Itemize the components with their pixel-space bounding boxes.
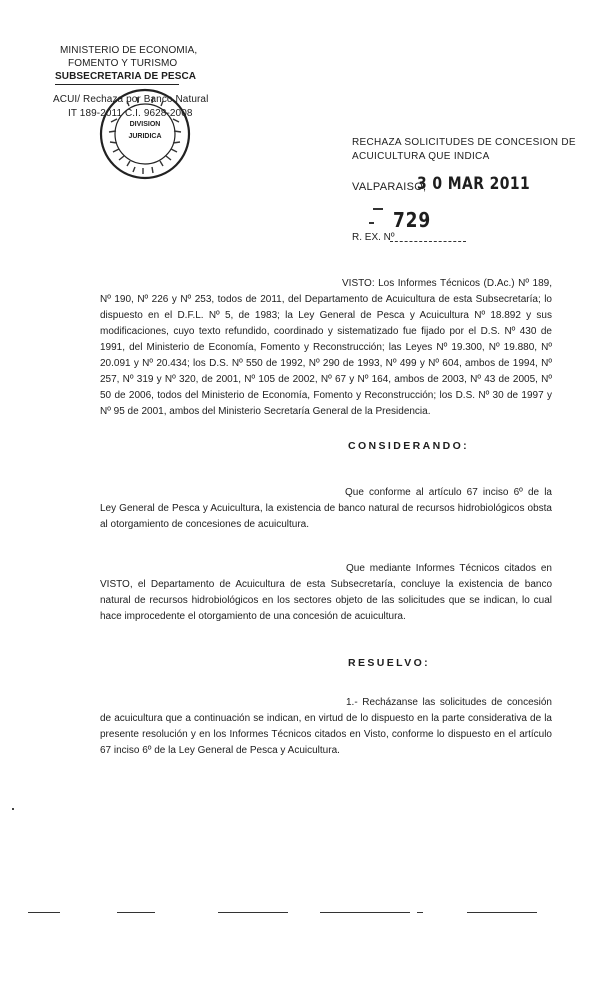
stamp-label-juridica: JURIDICA <box>128 133 162 140</box>
ministry-name-line2: FOMENTO Y TURISMO <box>68 58 178 69</box>
reference-line-2: IT 189-2011 C.I. 9628-2008 <box>68 108 193 119</box>
visto-paragraph: VISTO: Los Informes Técnicos (D.Ac.) Nº 189, Nº 190, Nº 226 y Nº 253, todos de 2011, del Departamento de Acuicultura de esta Subsecretaría; lo dispuesto en el D.F.L. Nº 5, de 1983; la Ley General de Pesca y Acuicultura Nº 18.892 y sus modificaciones, cuyo texto refundido, coordinado y sistematizado fue fijado por el D.S. Nº 430 de 1991, del Ministerio de Economía, Fomento y Reconstrucción; las Leyes Nº 19.300, Nº 19.880, Nº 20.091 y Nº 20.434; los D.S. Nº 550 de 1992, Nº 290 de 1993, Nº 499 y Nº 604, ambos de 1994, Nº 257, Nº 319 y Nº 320, de 2001, Nº 105 de 2002, Nº 67 y Nº 164, ambos de 2003, Nº 43 de 2005, Nº 50 de 2006, todos del Ministerio de Economía, Fomento y Reconstrucción; los D.S. Nº 30 de 1997 y Nº 95 de 2001, ambos del Ministerio Secretaría General de la Presidencia. <box>100 278 552 417</box>
scan-speck <box>12 808 14 810</box>
considerando-heading: CONSIDERANDO: <box>348 440 470 452</box>
bottom-rule-segment-5 <box>417 912 423 913</box>
resolution-label: R. EX. Nº <box>352 232 395 243</box>
subject-line-2: ACUICULTURA QUE INDICA <box>352 151 490 162</box>
resolution-number: 729 <box>393 208 432 232</box>
bottom-rule-segment-6 <box>467 912 537 913</box>
stamp-label-division: DIVISION <box>129 121 161 128</box>
number-tick <box>373 208 383 210</box>
bottom-rule-segment-2 <box>117 912 155 913</box>
resuelvo-paragraph-1: 1.- Recházanse las solicitudes de concesión de acuicultura que a continuación se indican, en virtud de lo dispuesto en la parte considerativa de la presente resolución y en los Informes Técnicos citados en Visto, conforme lo dispuesto en el artículo 67 inciso 6º de la Ley General de Pesca y Acuicultura. <box>100 697 552 756</box>
date-stamp: 3 0 MAR 2011 <box>417 174 531 194</box>
city-label: VALPARAISO, <box>352 181 427 193</box>
bottom-rule-segment-1 <box>28 912 60 913</box>
subsecretaria-underline <box>55 84 179 85</box>
ministry-name: MINISTERIO DE ECONOMIA, <box>60 45 198 56</box>
considerando-paragraph-1: Que conforme al artículo 67 inciso 6º de la Ley General de Pesca y Acuicultura, la existencia de banco natural de recursos hidrobiológicos obsta al otorgamiento de concesiones de acuicultura. <box>100 487 552 530</box>
bottom-rule-segment-4 <box>320 912 410 913</box>
considerando-paragraph-2: Que mediante Informes Técnicos citados en VISTO, el Departamento de Acuicultura de esta Subsecretaría, concluye la existencia de banco natural de recursos hidrobiológicos en los sectores objeto de las solicitudes que se indican, lo cual hace improcedente el otorgamiento de una concesión de acuicultura. <box>100 563 552 622</box>
number-tick-2 <box>369 222 374 224</box>
reference-line-1: ACUI/ Rechaza por Banco Natural <box>53 94 209 105</box>
resuelvo-heading: RESUELVO: <box>348 657 431 669</box>
subject-line-1: RECHAZA SOLICITUDES DE CONCESION DE <box>352 137 576 148</box>
bottom-rule-segment-3 <box>218 912 288 913</box>
division-juridica-stamp <box>97 86 193 182</box>
subsecretaria-name: SUBSECRETARIA DE PESCA <box>55 71 197 82</box>
resolution-label-underline <box>390 241 466 242</box>
